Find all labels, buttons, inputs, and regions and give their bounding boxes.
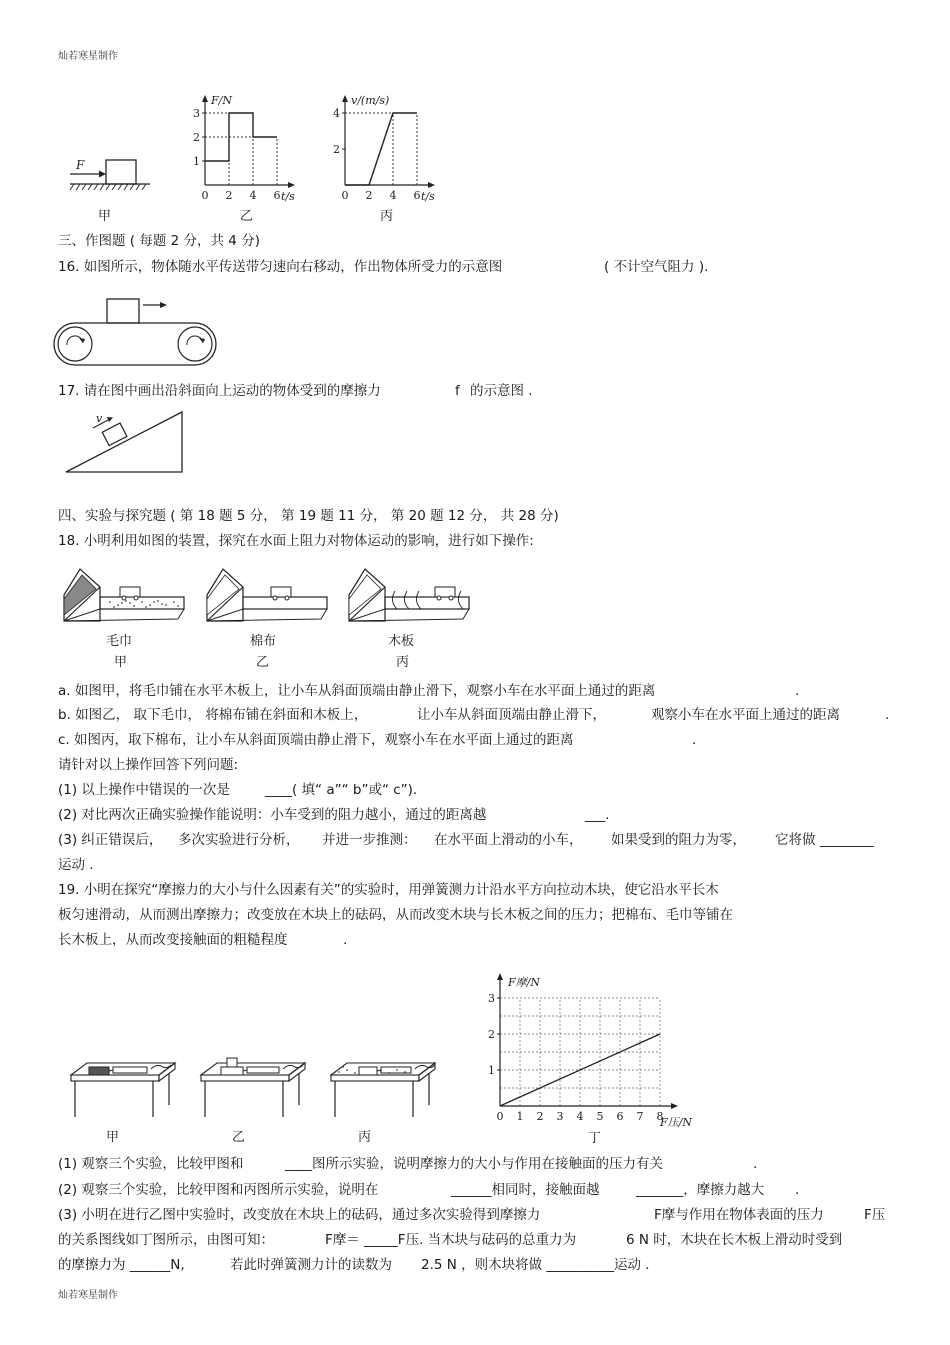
q19-part1-end: .	[753, 1156, 758, 1172]
yi-xtick-2: 2	[225, 189, 233, 202]
q19-part5c: 2.5 N ，则木块将做 __________运动 .	[421, 1257, 650, 1273]
q18-part3f: 它将做 ________	[775, 832, 874, 848]
ding-xtick-6: 6	[616, 1110, 624, 1123]
bing-xtick-2: 2	[365, 189, 373, 202]
ding-xtick-7: 7	[636, 1110, 644, 1123]
yi-xtick-6: 6	[273, 189, 281, 202]
q19-part5a: 的摩擦力为 ______N,	[58, 1257, 185, 1273]
q19-caption-ding: 丁	[588, 1131, 602, 1146]
yi-ytick-3: 3	[193, 107, 200, 120]
yi-ytick-1: 1	[193, 155, 200, 168]
bing-xtick-0: 0	[341, 189, 349, 202]
bing-xtick-4: 4	[389, 189, 397, 202]
q18-material-wood: 木板	[388, 634, 415, 649]
header-maker: 灿若寒星制作	[58, 51, 118, 62]
ding-xtick-3: 3	[556, 1110, 564, 1123]
cart	[271, 587, 291, 597]
q16-note: ( 不计空气阻力 ).	[604, 259, 709, 275]
q19-part4b: F摩＝ _____F压. 当木块与砝码的总重力为	[325, 1232, 577, 1248]
q18-material-cotton: 棉布	[250, 634, 277, 649]
ding-ylabel: F摩/N	[508, 976, 540, 989]
velocity-label: v	[96, 412, 103, 425]
ding-ytick-1: 1	[488, 1064, 495, 1077]
figure-bing-caption: 丙	[380, 209, 394, 224]
q18-caption-bing: 丙	[396, 655, 410, 670]
figure-bing-velocity-time-graph	[325, 88, 450, 203]
q18-step-b-end: .	[885, 707, 890, 723]
ding-xtick-1: 1	[516, 1110, 524, 1123]
q16-conveyor-figure	[55, 293, 215, 373]
q19-part1-mid: ____图所示实验，说明摩擦力的大小与作用在接触面的压力有关	[285, 1156, 663, 1172]
q19-caption-bing: 丙	[358, 1130, 372, 1145]
q18-part1-tail: ____( 填“ a”“ b”或“ c”).	[265, 782, 418, 798]
section3-heading: 三、作图题 ( 每题 2 分，共 4 分)	[58, 233, 260, 249]
q18-step-b3: 观察小车在水平面上通过的距离	[651, 707, 840, 723]
cart	[120, 587, 140, 597]
q19-part3b: F摩与作用在物体表面的压力	[654, 1207, 824, 1223]
block	[106, 160, 136, 184]
q17-incline-figure	[62, 408, 192, 478]
footer-maker: 灿若寒星制作	[58, 1290, 118, 1301]
q19-part1: (1) 观察三个实验，比较甲图和	[58, 1156, 244, 1172]
ding-xtick-0: 0	[496, 1110, 504, 1123]
section4-heading: 四、实验与探究题 ( 第 18 题 5 分， 第 19 题 11 分， 第 20 题 12 分， 共 28 分)	[58, 508, 559, 524]
ding-ytick-3: 3	[488, 992, 495, 1005]
bing-ylabel: v/(m/s)	[351, 94, 390, 107]
figure-yi-force-time-graph	[185, 88, 305, 203]
figure-jia-caption: 甲	[98, 209, 112, 224]
q19-line2: 板匀速滑动，从而测出摩擦力；改变放在木块上的砝码，从而改变木块与长木板之间的压力；把棉布、毛巾等铺在	[58, 907, 733, 923]
q16-text: 16. 如图所示，物体随水平传送带匀速向右移动，作出物体所受力的示意图	[58, 259, 503, 275]
q19-figure-yi	[195, 1055, 320, 1120]
bing-xlabel: t/s	[421, 190, 435, 203]
q18-part3d: 在水平面上滑动的小车，	[434, 832, 583, 848]
q17-f-symbol: f	[455, 383, 460, 399]
object-block	[107, 299, 139, 323]
q18-ask: 请针对以上操作回答下列问题:	[58, 757, 239, 773]
q18-step-a-end: .	[795, 683, 800, 699]
q18-caption-jia: 甲	[114, 655, 128, 670]
q18-figure-cotton	[203, 565, 333, 625]
figure-jia-block	[60, 150, 170, 200]
q18-step-c-end: .	[692, 732, 697, 748]
ding-xlabel: F压/N	[660, 1116, 692, 1129]
q18-material-towel: 毛巾	[106, 634, 133, 649]
q18-step-a: a. 如图甲，将毛巾铺在水平木板上，让小车从斜面顶端由静止滑下，观察小车在水平面上通过的距离	[58, 683, 656, 699]
q19-part2-end: .	[795, 1182, 800, 1198]
q19-part2-mid: ______相同时，接触面越	[451, 1182, 600, 1198]
q18-step-b2: 让小车从斜面顶端由静止滑下，	[417, 707, 606, 723]
cart	[435, 587, 455, 597]
q18-part3c: 并进一步推测：	[322, 832, 417, 848]
bing-data-line	[345, 113, 417, 185]
q18-part3a: (3) 纠正错误后，	[58, 832, 163, 848]
force-label: F	[76, 158, 85, 172]
q18-part3-next: 运动 .	[58, 857, 94, 873]
q19-line3-end: .	[343, 932, 348, 948]
ding-xtick-5: 5	[596, 1110, 604, 1123]
bing-xtick-6: 6	[413, 189, 421, 202]
q17-tail: 的示意图 .	[470, 383, 533, 399]
q18-step-b1: b. 如图乙， 取下毛巾， 将棉布铺在斜面和木板上，	[58, 707, 368, 723]
q19-part3c: F压	[864, 1207, 886, 1223]
ding-xtick-2: 2	[536, 1110, 544, 1123]
q19-figure-bing	[325, 1055, 450, 1120]
q18-figure-wood	[345, 565, 475, 625]
ding-ytick-2: 2	[488, 1028, 495, 1041]
q18-figure-towel	[60, 565, 190, 625]
q19-caption-jia: 甲	[106, 1130, 120, 1145]
q18-caption-yi: 乙	[256, 655, 270, 670]
q19-part4a: 的关系图线如丁图所示，由图可知：	[58, 1232, 274, 1248]
q19-line1: 19. 小明在探究“摩擦力的大小与什么因素有关”的实验时，用弹簧测力计沿水平方向拉动木块，使它沿水平长木	[58, 882, 719, 898]
q19-part5b: 若此时弹簧测力计的读数为	[230, 1257, 392, 1273]
bing-ytick-2: 2	[333, 143, 340, 156]
q19-caption-yi: 乙	[232, 1130, 246, 1145]
yi-ylabel: F/N	[211, 94, 232, 107]
q18-part1: (1) 以上操作中错误的一次是	[58, 782, 230, 798]
q19-figure-jia	[65, 1055, 190, 1120]
yi-ytick-2: 2	[193, 131, 200, 144]
ding-xtick-4: 4	[576, 1110, 584, 1123]
q18-part2: (2) 对比两次正确实验操作能说明：小车受到的阻力越小，通过的距离越	[58, 807, 487, 823]
q19-figure-ding-graph	[480, 968, 695, 1128]
yi-xlabel: t/s	[281, 190, 295, 203]
q18-step-c: c. 如图丙，取下棉布，让小车从斜面顶端由静止滑下，观察小车在水平面上通过的距离	[58, 732, 574, 748]
q18-part3e: 如果受到的阻力为零，	[611, 832, 746, 848]
bing-ytick-4: 4	[333, 107, 340, 120]
q19-line3: 长木板上，从而改变接触面的粗糙程度	[58, 932, 288, 948]
yi-xtick-0: 0	[201, 189, 209, 202]
q18-intro: 18. 小明利用如图的装置，探究在水面上阻力对物体运动的影响，进行如下操作:	[58, 533, 534, 549]
q19-part2-mid2: _______，摩擦力越大	[636, 1182, 765, 1198]
q19-part3a: (3) 小明在进行乙图中实验时，改变放在木块上的砝码，通过多次实验得到摩擦力	[58, 1207, 541, 1223]
q18-part2-tail: ___.	[585, 807, 610, 823]
yi-xtick-4: 4	[249, 189, 257, 202]
ding-xtick-8: 8	[656, 1110, 664, 1123]
q18-part3b: 多次实验进行分析，	[178, 832, 300, 848]
q19-part4c: 6 N 时，木块在长木板上滑动时受到	[626, 1232, 843, 1248]
figure-yi-caption: 乙	[240, 209, 254, 224]
q19-part2: (2) 观察三个实验，比较甲图和丙图所示实验，说明在	[58, 1182, 379, 1198]
q17-text: 17. 请在图中画出沿斜面向上运动的物体受到的摩擦力	[58, 383, 381, 399]
